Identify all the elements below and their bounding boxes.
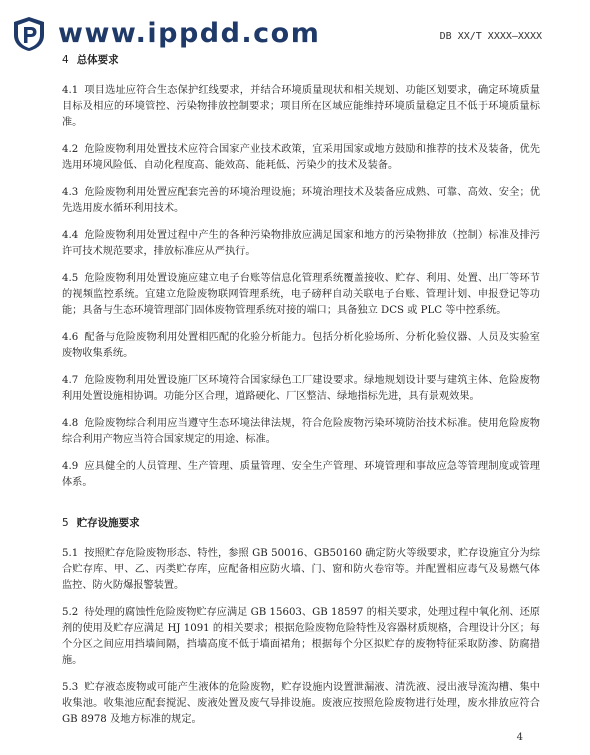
clause-paragraph	[62, 271, 540, 319]
clause-text: 危险废物利用处置技术应符合国家产业技术政策，宜采用国家或地方鼓励和推荐的技术及装备，优先选用环境风险低、自动化程度高、能效高、能耗低、污染少的技术及装备。	[62, 144, 540, 171]
clause-paragraph	[62, 373, 540, 405]
document-number: DB XX/T XXXX—XXXX	[439, 31, 542, 42]
section-title: 总体要求	[76, 54, 119, 66]
section-title: 贮存设施要求	[76, 517, 140, 529]
clause-number: 4.1	[62, 85, 79, 96]
clause-number: 4.6	[62, 332, 79, 343]
clause-paragraph	[62, 605, 540, 669]
clause-number: 5.3	[62, 682, 79, 693]
clause-paragraph	[62, 680, 540, 728]
clause-text: 贮存液态废物或可能产生液体的危险废物，贮存设施内设置泄漏液、清洗液、浸出液导流沟槽、集中收集池。收集池应配套搅泥、废液处置及废气导排设施。废液应按照危险废物进行处理，废水排放应符合 GB 8978 及地方标准的规定。	[62, 682, 540, 725]
clause-text: 项目选址应符合生态保护红线要求，并结合环境质量现状和相关规划、功能区划要求，确定环境质量目标及相应的环境管控、污染物排放控制要求；项目所在区域应能维持环境质量稳定且不低于环境质量标准。	[62, 85, 540, 128]
clause-number: 4.8	[62, 418, 79, 429]
section-number: 4	[62, 54, 69, 66]
document-body	[62, 52, 540, 728]
clause-paragraph	[62, 185, 540, 217]
clause-text: 配备与危险废物利用处置相匹配的化验分析能力。包括分析化验场所、分析化验仪器、人员及实验室废物收集系统。	[62, 332, 540, 359]
clause-text: 待处理的腐蚀性危险废物贮存应满足 GB 15603、GB 18597 的相关要求，处理过程中氧化剂、还原剂的使用及贮存应满足 HJ 1091 的相关要求；根据危险废物危险特性及容器材质规格，合理设计分区；每个分区之间应用挡墙间隔，挡墙高度不低于墙面裙角；根据每个分区拟贮存的废物特征采取防渗、防腐措施。	[62, 607, 540, 666]
section-heading	[62, 515, 540, 530]
clause-paragraph	[62, 416, 540, 448]
clause-text: 危险废物利用处置设施厂区环境符合国家绿色工厂建设要求。绿地规划设计要与建筑主体、危险废物利用处置设施相协调。功能分区合理，道路硬化、厂区整洁、绿地指标先进，具有景观效果。	[62, 375, 540, 402]
clause-paragraph	[62, 459, 540, 491]
clause-paragraph	[62, 546, 540, 594]
clause-text: 危险废物利用处置过程中产生的各种污染物排放应满足国家和地方的污染物排放（控制）标准及排污许可技术规范要求，排放标准应从严执行。	[62, 230, 540, 257]
clause-paragraph	[62, 228, 540, 260]
clause-text: 危险废物利用处置设施应建立电子台账等信息化管理系统覆盖接收、贮存、利用、处置、出厂等环节的视频监控系统。宜建立危险废物联网管理系统，电子磅秤自动关联电子台账、管理计划、申报登记等功能；具备与生态环境管理部门固体废物管理系统对接的端口；具备独立 DCS 或 PLC 等中控系统。	[62, 273, 540, 316]
site-watermark[interactable]: www.ippdd.com	[58, 18, 321, 49]
clause-number: 4.9	[62, 461, 79, 472]
clause-paragraph	[62, 83, 540, 131]
clause-number: 5.1	[62, 548, 79, 559]
clause-number: 4.3	[62, 187, 79, 198]
clause-number: 5.2	[62, 607, 79, 618]
ippdd-logo-icon	[12, 16, 46, 52]
page-number: 4	[516, 732, 523, 743]
clause-text: 按照贮存危险废物形态、特性，参照 GB 50016、GB50160 确定防火等级要求，贮存设施宜分为综合贮存库、甲、乙、丙类贮存库，应配备相应防火墙、门、窗和防火卷帘等。并配置相应毒气及易燃气体监控、防火防爆报警装置。	[62, 548, 540, 591]
clause-text: 危险废物利用处置应配套完善的环境治理设施；环境治理技术及装备应成熟、可靠、高效、安全；优先选用废水循环利用技术。	[62, 187, 540, 214]
section-heading	[62, 52, 540, 67]
clause-number: 4.4	[62, 230, 79, 241]
clause-number: 4.2	[62, 144, 79, 155]
clause-text: 应具健全的人员管理、生产管理、质量管理、安全生产管理、环境管理和事故应急等管理制度或管理体系。	[62, 461, 540, 488]
clause-paragraph	[62, 142, 540, 174]
clause-number: 4.7	[62, 375, 79, 386]
clause-text: 危险废物综合利用应当遵守生态环境法律法规，符合危险废物污染环境防治技术标准。使用危险废物综合利用产物应当符合国家规定的用途、标准。	[62, 418, 540, 445]
section-number: 5	[62, 517, 69, 529]
clause-number: 4.5	[62, 273, 79, 284]
clause-paragraph	[62, 330, 540, 362]
